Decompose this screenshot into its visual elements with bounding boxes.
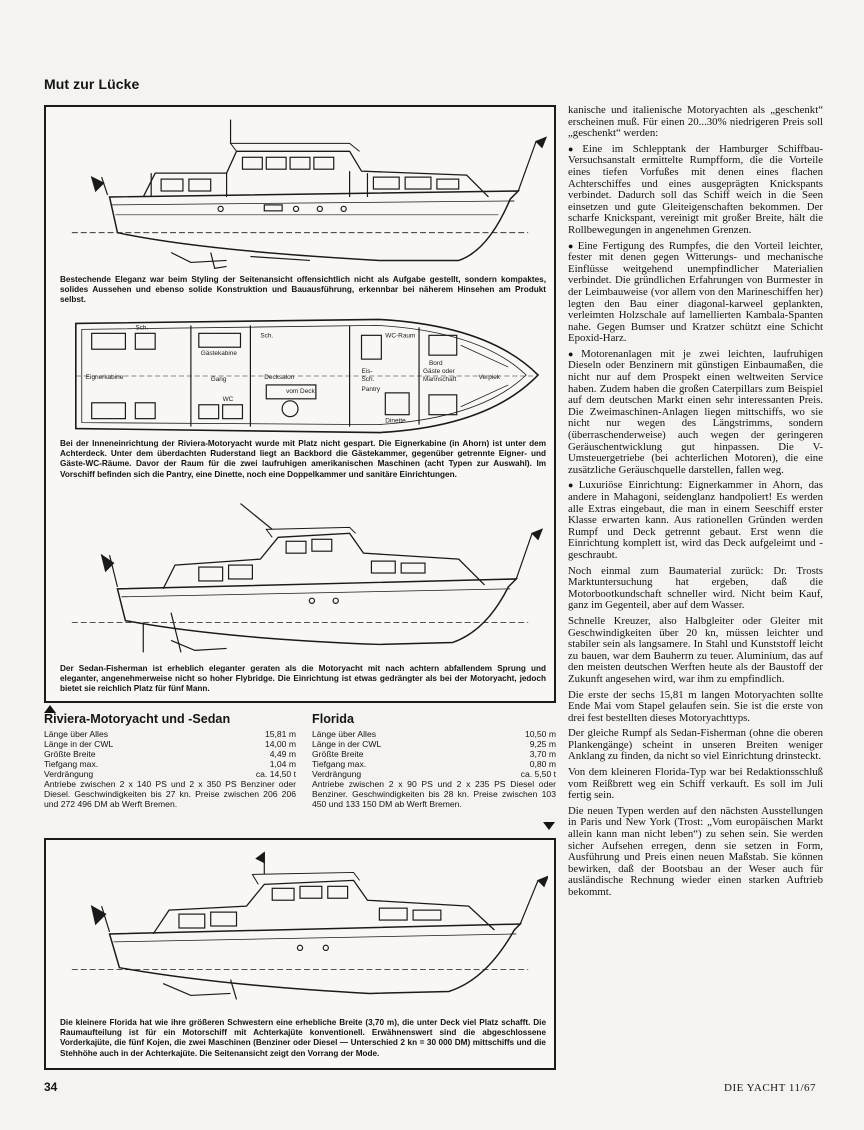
spec-florida-table xyxy=(312,729,556,779)
table-row xyxy=(312,769,556,779)
plan-label-verpiek: Verpiek xyxy=(478,373,501,381)
paragraph-bullet: ● Motorenanlagen mit je zwei leichten, laufruhigen Dieseln oder Benzinern mit günstigen Einbaumaßen, die nicht nur auf dem Prospekt einen weltweiten Service haben. Zudem haben die großen Caterpillars zum Beispiel auf dem deutschen Markt einen sehr interessanten Preis. Die Zweimaschinen-Anlagen liegen mittschiffs, wo sie nicht nur wegen des Längstrimms, sondern (überraschenderweise) auch wegen der geringeren Geräuschentwicklung gut hinpassen. Die V-Umsteuergetriebe (bei achterlichen Motoren), die eine zusätzliche Geräuschquelle darstellen, fallen weg. xyxy=(568,349,823,477)
table-row xyxy=(44,749,296,759)
caption-riviera-plan: Bei der Inneneinrichtung der Riviera-Motoryacht wurde mit Platz nicht gespart. Die Eignerkabine (in Ahorn) ist unter dem Achterdeck. Unter dem überdachten Ruderstand liegt an Backbord die Gästekammer, gegenüber getrennte Eigner- und Gäste-WC-Räume. Davor der Raum für die zwei laufruhigen amerikanischen Maschinen (acht Typen zur Auswahl). Im Vorschiff befinden sich die Pantry, eine Dinette, noch eine Doppelkammer und sanitäre Einrichtungen. xyxy=(60,439,546,479)
caption-florida: Die kleinere Florida hat wie ihre größeren Schwestern eine erhebliche Breite (3,70 m), die unter Deck viel Platz schafft. Die Raumaufteilung ist für ein Motorschiff mit Achterkajüte konventionell. Erwähnenswert sind die abgeschlossene Vorderkajüte, die fünf Kojen, die zwei Maschinen (Benziner oder Diesel — Unterschied 2 kn = 30 000 DM) mittschiffs und die Stehhöhe auch in der Achterkajüte. Die Seitenansicht zeigt den Vorrang der Mode. xyxy=(60,1018,546,1058)
spec-value: 4,49 m xyxy=(269,749,296,759)
spec-value: 10,50 m xyxy=(524,729,556,739)
plan-label-gaestekabine: Gästekabine xyxy=(200,350,237,358)
table-row xyxy=(44,729,296,739)
plan-label-wc: WC xyxy=(222,395,234,403)
spec-label: Länge über Alles xyxy=(44,729,109,739)
spec-value: 0,80 m xyxy=(529,759,556,769)
plan-label-gang: Gang xyxy=(210,375,227,383)
plan-label-wc-raum: WC-Raum xyxy=(385,332,416,340)
spec-florida xyxy=(312,714,556,809)
spec-value: 15,81 m xyxy=(264,729,296,739)
spec-riviera xyxy=(44,714,296,809)
plan-label-sch-2: Sch. xyxy=(260,332,274,340)
sedan-side-view xyxy=(52,493,548,657)
page-title: Mut zur Lücke xyxy=(44,76,140,92)
table-row xyxy=(44,769,296,779)
table-row xyxy=(44,739,296,749)
spec-riviera-note: Antriebe zwischen 2 x 140 PS und 2 x 350 PS Benziner oder Diesel. Geschwindigkeiten bis 27 kn. Preise zwischen 206 206 und 272 496 DM ab Werft Bremen. xyxy=(44,779,296,809)
paragraph: Die neuen Typen werden auf den nächsten Ausstellungen in Paris und New York (Trost: „Vom europäischen Markt allein kann man nicht leben“) zu sehen sein. Sie werden sicher Aufsehen erregen, denn sie setzen in Form, Ausführung und Preis einen neuen Maßstab. Sie können bewirken, daß der Bootsbau an der Weser auch für ausländische Rechnung wieder einen starken Auftrieb bekommt. xyxy=(568,804,823,898)
spec-value: ca. 14,50 t xyxy=(255,769,296,779)
spec-label: Verdrängung xyxy=(44,769,94,779)
paragraph: Noch einmal zum Baumaterial zurück: Dr. Trosts Marktuntersuchung hat ergeben, daß die Motorbootkundschaft schneller wird. Nicht beim Kauf, ganz im Gegenteil, aber auf dem Wasser. xyxy=(568,564,823,612)
spec-florida-title: Florida xyxy=(312,712,354,726)
spec-label: Tiefgang max. xyxy=(44,759,99,769)
spec-label: Tiefgang max. xyxy=(312,759,367,769)
plan-label-eignerkabine: Eignerkabine xyxy=(85,373,124,381)
florida-side-view xyxy=(52,844,548,1010)
spec-value: 3,70 m xyxy=(529,749,556,759)
paragraph-bullet: ● Luxuriöse Einrichtung: Eignerkammer in Ahorn, das andere in Mahagoni, seidenglanz handpoliert! Es werden alle Extras eingebaut, die man in einem Seeschiff erster Klasse erwarten kann. Aus rationellen Gründen werden Rumpf und Deck getrennt gebaut. Erst wenn die Einrichtung komplett ist, wird das Deck aufgeleimt und -geschraubt. xyxy=(568,480,823,561)
paragraph: Die erste der sechs 15,81 m langen Motoryachten sollte Ende Mai vom Stapel gelaufen sein. Sie ist die erste von drei fest bestellten dieses Motoryachttyps. xyxy=(568,688,823,724)
riviera-deck-plan xyxy=(52,315,548,437)
florida-side-drawing xyxy=(52,844,548,1010)
spec-label: Länge über Alles xyxy=(312,729,377,739)
figure-box-riviera xyxy=(44,105,556,703)
table-row xyxy=(312,739,556,749)
spec-riviera-table xyxy=(44,729,296,779)
spec-value: ca. 5,50 t xyxy=(520,769,556,779)
paragraph-bullet: ● Eine Fertigung des Rumpfes, die den Vorteil leichter, fester mit denen gegen Witterungs- und mechanische Einflüsse weitgehend unempfindlicher Materialien verbindet. Die gründlichen Erfahrungen von Burmester in der Leimbauweise (vor allem von den Marineschiffen her) legten den Bau einer diagonal-karweel geplankten, verleimten Holzschale auf lamellierten Kambala-Spanten nahe. Gegen Bumser und Kratzer schützt eine Schicht Epoxid-Harz. xyxy=(568,241,823,345)
plan-label-sch-3: Sch. xyxy=(361,375,375,383)
paragraph-bullet: ● Eine im Schlepptank der Hamburger Schiffbau-Versuchsanstalt ermittelte Rumpfform, die die Vorteile eines tiefen Vorfußes mit denen eines flachen Achterschiffes und eines ausgeprägten Knickspants verbindet. Dadurch soll das Schiff weich in die Seen einsetzen und gute Gleiteigenschaften bekommen. Der scharfe Knickspant, vereinigt mit großer Breite, hält die Rollbewegungen in angenehmen Grenzen. xyxy=(568,144,823,237)
spec-value: 14,00 m xyxy=(264,739,296,749)
table-row xyxy=(312,759,556,769)
table-row xyxy=(44,759,296,769)
plan-label-bord: Bord xyxy=(428,360,443,368)
page-number: 34 xyxy=(44,1080,58,1094)
spec-riviera-title: Riviera-Motoryacht und -Sedan xyxy=(44,712,231,726)
magazine-issue: DIE YACHT 11/67 xyxy=(724,1082,817,1094)
figure-box-florida xyxy=(44,838,556,1070)
table-row xyxy=(312,729,556,739)
paragraph: Der gleiche Rumpf als Sedan-Fisherman (ohne die oberen Plankengänge) scheint in unseren Breiten weniger Anklang zu finden, da nicht so viel Einrichtung drinsteckt. xyxy=(568,727,823,763)
riviera-plan-drawing xyxy=(52,315,548,437)
plan-label-vom-deck: vom Deck xyxy=(286,387,315,395)
plan-label-sch-1: Sch. xyxy=(135,324,149,332)
caption-sedan: Der Sedan-Fisherman ist erheblich eleganter geraten als die Motoryacht mit nach achtern abfallendem Sprung und eleganter, angenehmerweise nicht so hoher Flybridge. Die Einrichtung ist etwas gedrängter als bei der Motoryacht, jedoch bietet sie reichlich Platz für fünf Mann. xyxy=(60,664,546,694)
spec-label: Länge in der CWL xyxy=(312,739,382,749)
spec-value: 9,25 m xyxy=(529,739,556,749)
paragraph: Schnelle Kreuzer, also Halbgleiter oder Gleiter mit Geschwindigkeiten über 20 kn, müssen leichter und stabiler sein als langsamere. In Stahl und Kunststoff leicht zu bauen, war dem Bauherrn zu teuer. Aluminium, das auf den meisten deutschen Werften heute als der Baustoff der Zukunft angesehen wird, war ihm zu empfindlich. xyxy=(568,614,823,685)
table-row xyxy=(312,749,556,759)
plan-label-eis: Eis- xyxy=(361,368,373,376)
article-body xyxy=(568,105,823,903)
plan-label-gaeste-oder: Gäste oder xyxy=(423,368,455,376)
plan-label-dinette: Dinette xyxy=(385,417,406,425)
paragraph: kanische und italienische Motoryachten als „geschenkt“ erscheinen muß. Für einen 20...30% niedrigeren Preis soll „geschenkt“ werden: xyxy=(568,104,823,140)
plan-label-decksalon: Decksalon xyxy=(264,373,295,381)
spec-label: Länge in der CWL xyxy=(44,739,114,749)
riviera-side-drawing xyxy=(52,111,548,273)
spec-label: Verdrängung xyxy=(312,769,362,779)
riviera-side-view xyxy=(52,111,548,273)
spec-florida-note: Antriebe zwischen 2 x 90 PS und 2 x 235 PS Diesel oder Benziner. Geschwindigkeiten bis 28 kn. Preise zwischen 103 450 und 133 150 DM ab Werft Bremen. xyxy=(312,779,556,809)
spec-label: Größte Breite xyxy=(44,749,96,759)
paragraph: Von dem kleineren Florida-Typ war bei Redaktionsschluß vom Reißbrett weg ein Schiff verkauft. Es soll im Juli fertig sein. xyxy=(568,766,823,802)
triangle-down-marker xyxy=(543,822,555,830)
sedan-side-drawing xyxy=(52,493,548,657)
spec-value: 1,04 m xyxy=(269,759,296,769)
caption-riviera-side: Bestechende Eleganz war beim Styling der Seitenansicht offensichtlich nicht als Aufgabe gestellt, sondern kompaktes, solides Aussehen und ebenso solide Konstruktion und Bauausführung, erkennbar bei näherem Hinsehen am Produkt selbst. xyxy=(60,275,546,305)
plan-label-mannschaft: Mannschaft xyxy=(423,375,457,383)
spec-label: Größte Breite xyxy=(312,749,364,759)
plan-label-pantry: Pantry xyxy=(361,385,381,393)
